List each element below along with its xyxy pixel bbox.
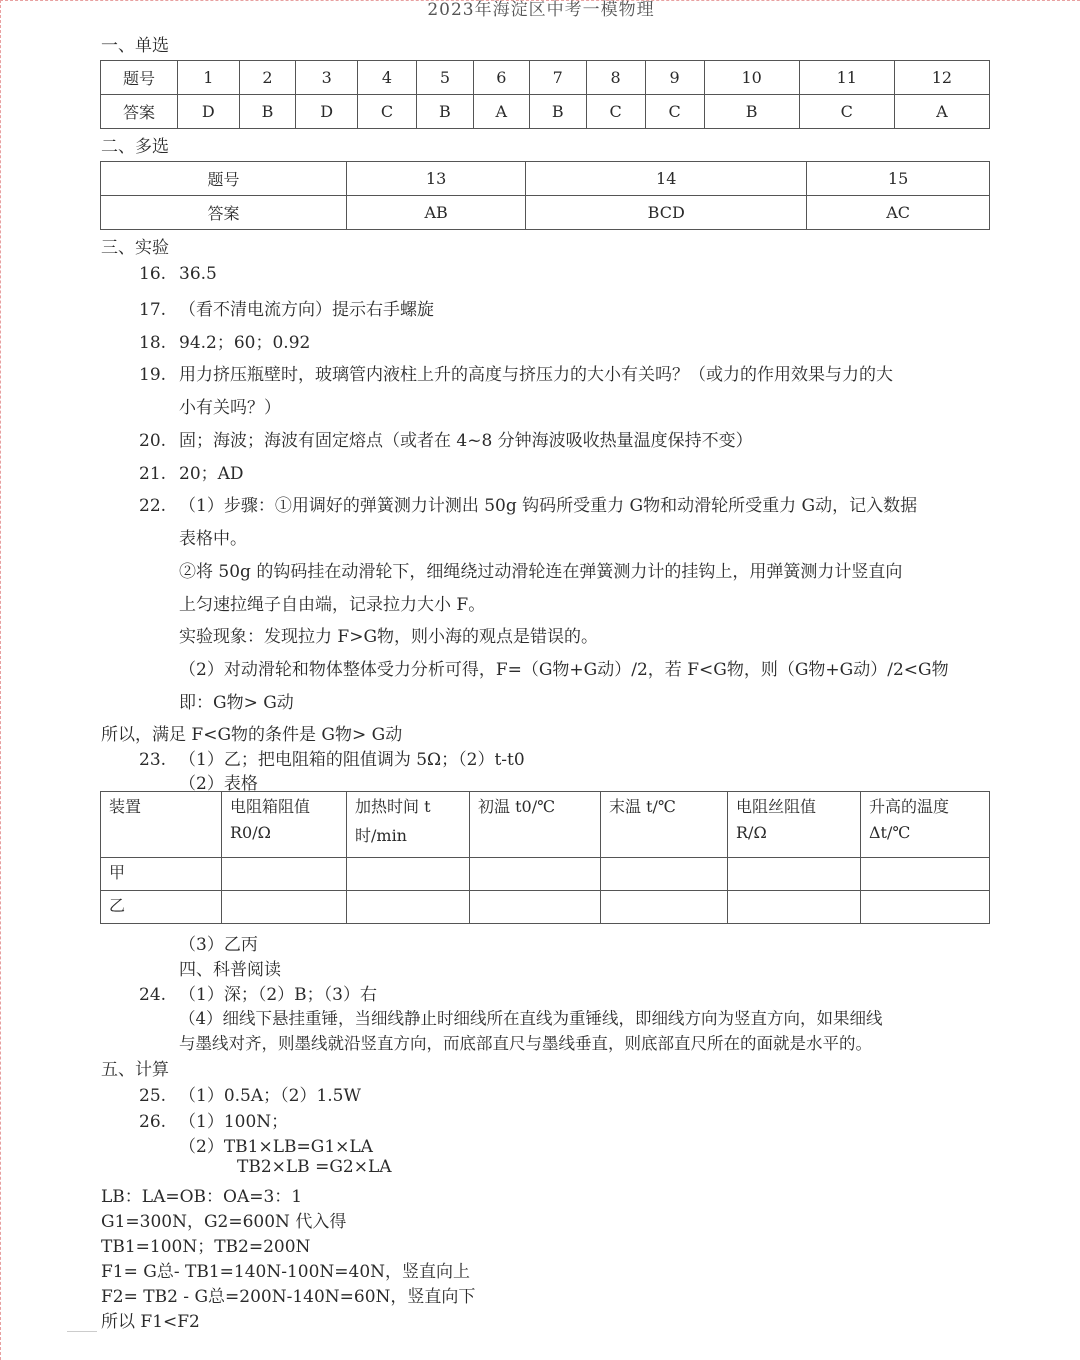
table-cell bbox=[222, 858, 347, 891]
answer-19: 19. 用力挤压瓶壁时，玻璃管内液柱上升的高度与挤压力的大小有关吗？（或力的作用效果与力的大 bbox=[139, 365, 893, 385]
table-cell bbox=[347, 891, 470, 924]
table-row bbox=[101, 162, 990, 196]
answer-22-line: 表格中。 bbox=[179, 529, 247, 549]
answer-22-line: （2）对动滑轮和物体整体受力分析可得，F=（G物+G动）/2，若 F<G物，则（G物+G动）/2<G物 bbox=[179, 660, 949, 680]
answer-25: 25. （1）0.5A；（2）1.5W bbox=[139, 1086, 361, 1106]
answer-22-line: 所以，满足 F<G物的条件是 G物> G动 bbox=[101, 725, 403, 745]
table-cell bbox=[347, 858, 470, 891]
answer-19-cont: 小有关吗？） bbox=[179, 398, 281, 418]
calc-line: TB1=100N；TB2=200N bbox=[101, 1237, 311, 1257]
table-header-cell: 末温 t/℃ bbox=[601, 792, 728, 858]
calc-line: G1=300N，G2=600N 代入得 bbox=[101, 1212, 347, 1232]
table-cell: C bbox=[586, 95, 645, 129]
table-header-cell: 加热时间 t 时/min bbox=[347, 792, 470, 858]
page-corner-mark bbox=[67, 1331, 97, 1342]
answer-24-line: 与墨线对齐，则墨线就沿竖直方向，而底部直尺与墨线垂直，则底部直尺所在的面就是水平的。 bbox=[179, 1034, 872, 1053]
answer-26-line: （2）TB1×LB=G1×LA bbox=[179, 1137, 373, 1157]
table-cell: BCD bbox=[526, 196, 807, 230]
table-cell: AC bbox=[807, 196, 990, 230]
calc-line: F2= TB2 - G总=200N-140N=60N，竖直向下 bbox=[101, 1287, 476, 1307]
experiment-table bbox=[100, 791, 990, 924]
answer-17: 17. （看不清电流方向）提示右手螺旋 bbox=[139, 300, 434, 320]
table-cell: D bbox=[296, 95, 358, 129]
page-title: 2023年海淀区中考一模物理 bbox=[427, 0, 655, 20]
table-cell: 3 bbox=[296, 61, 358, 95]
table-cell: B bbox=[704, 95, 799, 129]
table-cell bbox=[861, 858, 990, 891]
answer-20: 20. 固；海波；海波有固定熔点（或者在 4~8 分钟海波吸收热量温度保持不变） bbox=[139, 431, 753, 451]
answer-18: 18. 94.2；60；0.92 bbox=[139, 333, 311, 353]
table-cell: AB bbox=[347, 196, 526, 230]
table-cell bbox=[728, 891, 861, 924]
table-cell bbox=[470, 891, 601, 924]
table-cell bbox=[861, 891, 990, 924]
answer-21: 21. 20；AD bbox=[139, 464, 244, 484]
table-cell bbox=[222, 891, 347, 924]
table-header-cell: 升高的温度 Δt/℃ bbox=[861, 792, 990, 858]
table-cell: C bbox=[358, 95, 417, 129]
section-4-heading: 四、科普阅读 bbox=[179, 960, 281, 980]
table-cell: B bbox=[417, 95, 474, 129]
table-cell: 2 bbox=[239, 61, 296, 95]
answer-23-line: （2）表格 bbox=[179, 774, 258, 794]
table-cell: 4 bbox=[358, 61, 417, 95]
section-5-heading: 五、计算 bbox=[101, 1060, 169, 1080]
table-header-cell: 初温 t0/℃ bbox=[470, 792, 601, 858]
table-cell: 甲 bbox=[101, 858, 222, 891]
table-cell: 乙 bbox=[101, 891, 222, 924]
calc-line: F1= G总- TB1=140N-100N=40N，竖直向上 bbox=[101, 1262, 471, 1282]
answer-22-line: ②将 50g 的钩码挂在动滑轮下，细绳绕过动滑轮连在弹簧测力计的挂钩上，用弹簧测力计竖直向 bbox=[179, 562, 903, 582]
table-row bbox=[101, 792, 990, 858]
table-cell bbox=[728, 858, 861, 891]
table-cell: D bbox=[178, 95, 240, 129]
table-row bbox=[101, 95, 990, 129]
table-cell: B bbox=[529, 95, 586, 129]
answer-23: 23. （1）乙；把电阻箱的阻值调为 5Ω；（2）t-t0 bbox=[139, 750, 525, 770]
answer-23-line: （3）乙丙 bbox=[179, 935, 258, 955]
table-cell: 11 bbox=[799, 61, 894, 95]
table-cell bbox=[601, 891, 728, 924]
table-row bbox=[101, 858, 990, 891]
table-cell bbox=[470, 858, 601, 891]
table-header-cell: 装置 bbox=[101, 792, 222, 858]
table-cell: 8 bbox=[586, 61, 645, 95]
table-header-cell: 答案 bbox=[101, 196, 347, 230]
table-header-cell: 电阻丝阻值 R/Ω bbox=[728, 792, 861, 858]
table-cell: 10 bbox=[704, 61, 799, 95]
answer-26-line: TB2×LB =G2×LA bbox=[237, 1157, 392, 1177]
table-cell: C bbox=[645, 95, 704, 129]
answer-16: 16. 36.5 bbox=[139, 264, 217, 284]
table-cell: 15 bbox=[807, 162, 990, 196]
answer-22-line: 即：G物> G动 bbox=[179, 693, 294, 713]
table-header-cell: 题号 bbox=[101, 162, 347, 196]
multi-choice-table bbox=[100, 161, 990, 230]
single-choice-table bbox=[100, 60, 990, 129]
table-cell: 9 bbox=[645, 61, 704, 95]
calc-line: 所以 F1<F2 bbox=[101, 1312, 200, 1332]
table-cell: 7 bbox=[529, 61, 586, 95]
table-cell: 6 bbox=[473, 61, 529, 95]
table-cell bbox=[601, 858, 728, 891]
table-header-cell: 电阻箱阻值 R0/Ω bbox=[222, 792, 347, 858]
calc-line: LB：LA=OB：OA=3：1 bbox=[101, 1187, 303, 1207]
table-cell: 1 bbox=[178, 61, 240, 95]
table-cell: B bbox=[239, 95, 296, 129]
table-header-cell: 题号 bbox=[101, 61, 178, 95]
table-cell: A bbox=[894, 95, 989, 129]
table-cell: A bbox=[473, 95, 529, 129]
table-row bbox=[101, 196, 990, 230]
table-row bbox=[101, 61, 990, 95]
table-cell: 14 bbox=[526, 162, 807, 196]
table-row bbox=[101, 891, 990, 924]
answer-22-line: 实验现象：发现拉力 F>G物，则小海的观点是错误的。 bbox=[179, 627, 599, 647]
answer-24-line: （4）细线下悬挂重锤，当细线静止时细线所在直线为重锤线，即细线方向为竖直方向，如果细线 bbox=[179, 1009, 883, 1028]
answer-26: 26. （1）100N； bbox=[139, 1112, 289, 1132]
table-cell: 13 bbox=[347, 162, 526, 196]
section-2-heading: 二、多选 bbox=[101, 137, 169, 157]
answer-22: 22. （1）步骤：①用调好的弹簧测力计测出 50g 钩码所受重力 G物和动滑轮所受重力 G动，记入数据 bbox=[139, 496, 918, 516]
table-cell: C bbox=[799, 95, 894, 129]
table-header-cell: 答案 bbox=[101, 95, 178, 129]
section-1-heading: 一、单选 bbox=[101, 36, 169, 56]
table-cell: 5 bbox=[417, 61, 474, 95]
section-3-heading: 三、实验 bbox=[101, 238, 169, 258]
table-cell: 12 bbox=[894, 61, 989, 95]
answer-22-line: 上匀速拉绳子自由端，记录拉力大小 F。 bbox=[179, 595, 486, 615]
answer-24: 24. （1）深；（2）B；（3）右 bbox=[139, 985, 377, 1005]
